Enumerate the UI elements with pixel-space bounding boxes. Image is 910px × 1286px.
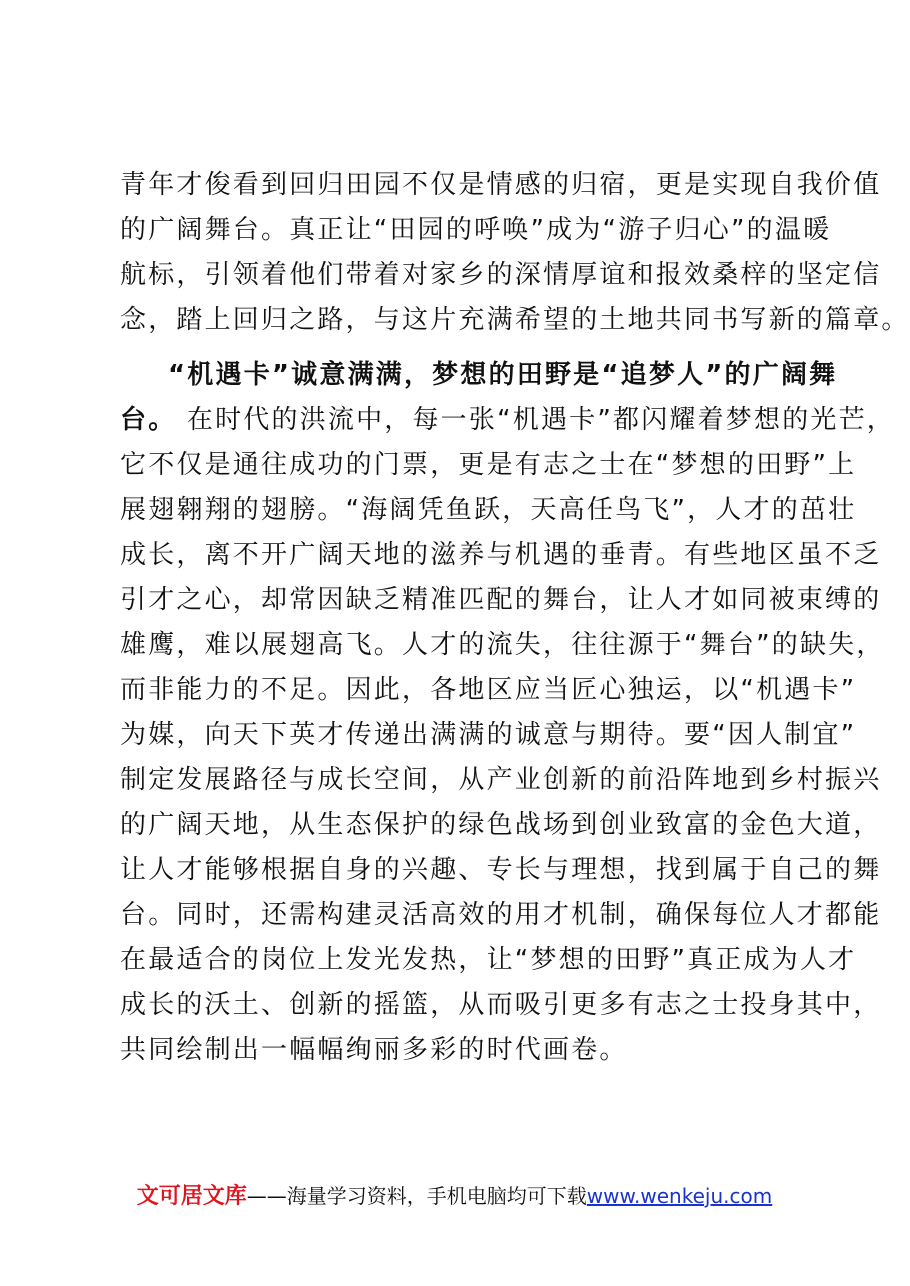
section-heading: “机遇卡”诚意满满，梦想的田野是“追梦人”的广阔舞 [168,360,838,390]
paragraph-line: 成长的沃土、创新的摇篮，从而吸引更多有志之士投身其中， [120,990,882,1020]
paragraph-line: 成长，离不开广阔天地的滋养与机遇的垂青。有些地区虽不乏 [120,540,882,570]
footer-tagline: ——海量学习资料，手机电脑均可下载 [246,1184,587,1208]
paragraph-line: 念，踏上回归之路，与这片充满希望的土地共同书写新的篇章。 [120,305,910,335]
paragraph-text: 在时代的洪流中，每一张“机遇卡”都闪耀着梦想的光芒， [176,405,896,435]
paragraph-line: 在最适合的岗位上发光发热，让“梦想的田野”真正成为人才 [120,945,857,975]
paragraph-line: 的广阔天地，从生态保护的绿色战场到创业致富的金色大道， [120,810,882,840]
paragraph-line: 制定发展路径与成长空间，从产业创新的前沿阵地到乡村振兴 [120,765,882,795]
paragraph-line-mixed [120,398,896,442]
footer-link[interactable]: www.wenkeju.com [586,1184,773,1208]
paragraph-line: 的广阔舞台。真正让“田园的呼唤”成为“游子归心”的温暖 [120,215,832,245]
footer-banner [0,1180,909,1213]
section-heading-end: 台。 [120,405,177,435]
paragraph-line: 让人才能够根据自身的兴趣、专长与理想，找到属于自己的舞 [120,855,882,885]
paragraph-line: 而非能力的不足。因此，各地区应当匠心独运，以“机遇卡” [120,675,857,705]
paragraph-line: 展翅翱翔的翅膀。“海阔凭鱼跃，天高任鸟飞”，人才的茁壮 [120,495,857,525]
paragraph-line: 航标，引领着他们带着对家乡的深情厚谊和报效桑梓的坚定信 [120,260,882,290]
paragraph-line: 共同绘制出一幅幅绚丽多彩的时代画卷。 [120,1035,628,1065]
paragraph-line: 台。同时，还需构建灵活高效的用才机制，确保每位人才都能 [120,900,882,930]
paragraph-line: 雄鹰，难以展翅高飞。人才的流失，往往源于“舞台”的缺失， [120,630,885,660]
paragraph-line: 青年才俊看到回归田园不仅是情感的归宿，更是实现自我价值 [120,170,882,200]
paragraph-line: 引才之心，却常因缺乏精准匹配的舞台，让人才如同被束缚的 [120,585,882,615]
paragraph-line: 为媒，向天下英才传递出满满的诚意与期待。要“因人制宜” [120,720,857,750]
paragraph-line: 它不仅是通往成功的门票，更是有志之士在“梦想的田野”上 [120,450,857,480]
footer-brand: 文可居文库 [136,1184,247,1209]
